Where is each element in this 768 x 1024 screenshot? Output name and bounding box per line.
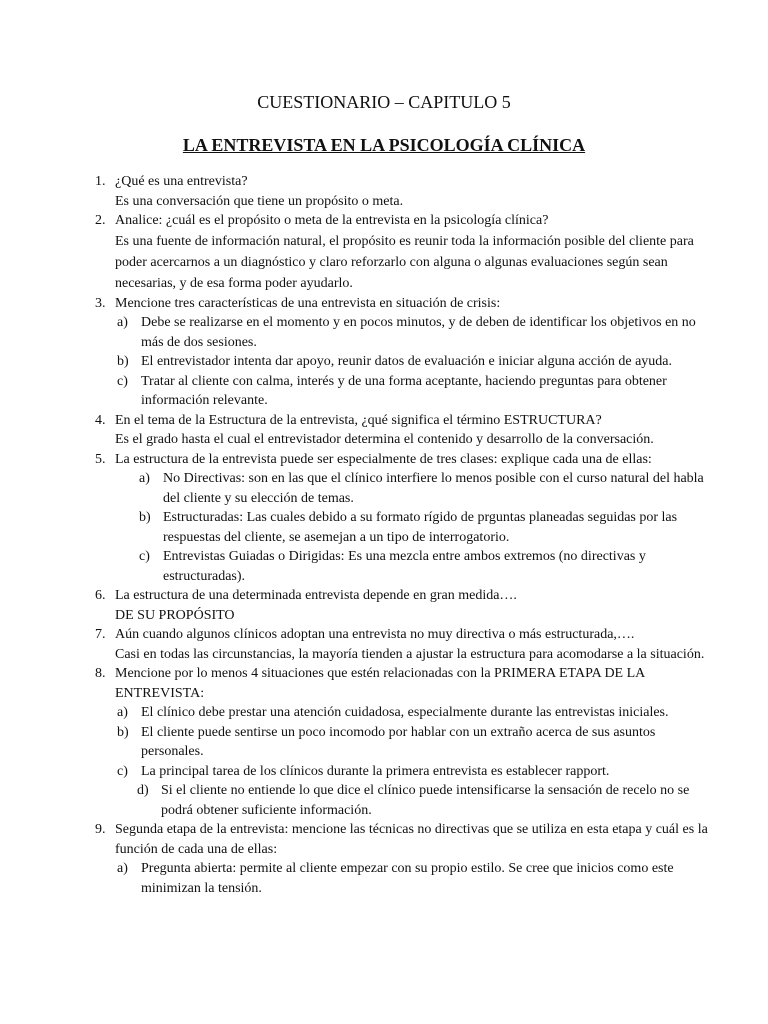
list-item (117, 372, 720, 411)
question-text: En el tema de la Estructura de la entrevista, ¿qué significa el término ESTRUCTURA? (115, 412, 602, 428)
question-1 (95, 172, 720, 211)
item-label: a) (117, 705, 128, 720)
answer-text: DE SU PROPÓSITO (115, 607, 235, 623)
question-number: 1. (95, 174, 106, 189)
list-item (137, 781, 720, 820)
list-item (117, 859, 720, 898)
answer-text: Casi en todas las circunstancias, la mayoría tienden a ajustar la estructura para acomodarse a la situación. (115, 646, 705, 662)
answer-text: Es una fuente de información natural, el propósito es reunir toda la información posible del cliente para poder acercarnos a un diagnóstico y claro reforzarlo con alguna o algunas evaluaciones según sean necesarias, y de esa forma poder ayudarlo. (115, 233, 694, 291)
question-number: 5. (95, 451, 106, 467)
item-label: b) (139, 510, 151, 525)
question-text: Segunda etapa de la entrevista: mencione las técnicas no directivas que se utiliza en esta etapa y cuál es la función de cada una de ellas: (115, 822, 708, 857)
question-2 (95, 211, 720, 294)
question-number: 3. (95, 295, 106, 311)
question-4 (95, 411, 720, 450)
item-text: El cliente puede sentirse un poco incomodo por hablar con un extraño acerca de sus asuntos personales. (141, 724, 656, 759)
answer-text: Es el grado hasta el cual el entrevistador determina el contenido y desarrollo de la conversación. (115, 432, 654, 447)
question-number: 9. (95, 822, 106, 837)
question-number: 2. (95, 213, 106, 228)
item-label: b) (117, 724, 129, 740)
item-text: No Directivas: son en las que el clínico interfiere lo menos posible con el curso natural del habla del cliente y su elección de temas. (163, 471, 704, 506)
item-text: Tratar al cliente con calma, interés y de una forma aceptante, haciendo preguntas para obtener información relevante. (141, 373, 667, 408)
question-5 (95, 450, 720, 470)
list-item (117, 703, 720, 723)
item-text: Estructuradas: Las cuales debido a su formato rígido de prguntas planeadas seguidas por las respuestas del cliente, se asemejan a un tipo de interrogatorio. (163, 510, 678, 545)
item-label: c) (117, 763, 128, 779)
item-label: b) (117, 354, 129, 369)
question-text: Mencione tres características de una entrevista en situación de crisis: (115, 295, 501, 311)
question-number: 6. (95, 588, 106, 603)
question-text: La estructura de la entrevista puede ser especialmente de tres clases: explique cada una de ellas: (115, 451, 652, 467)
list-item (117, 352, 720, 372)
item-text: Si el cliente no entiende lo que dice el clínico puede intensificarse la sensación de recelo no se podrá obtener suficiente información. (161, 783, 690, 818)
list-item (117, 762, 720, 782)
question-number: 4. (95, 412, 106, 428)
question-7 (95, 625, 720, 664)
question-6 (95, 586, 720, 625)
item-label: a) (117, 861, 128, 876)
item-text: La principal tarea de los clínicos durante la primera entrevista es establecer rapport. (141, 763, 610, 779)
document-title: CUESTIONARIO – CAPITULO 5 (257, 92, 511, 112)
item-label: c) (117, 373, 128, 389)
question-text: ¿Qué es una entrevista? (115, 174, 248, 189)
list-item (139, 469, 720, 508)
questionnaire (95, 172, 720, 898)
question-number: 8. (95, 666, 106, 681)
list-item (139, 547, 720, 586)
list-item (117, 723, 720, 762)
item-label: a) (117, 315, 128, 330)
answer-text: Es una conversación que tiene un propósito o meta. (115, 193, 404, 209)
question-text: Aún cuando algunos clínicos adoptan una entrevista no muy directiva o más estructurada,…. (115, 627, 635, 642)
question-8 (95, 664, 720, 703)
question-text: La estructura de una determinada entrevista depende en gran medida…. (115, 588, 517, 603)
item-text: Debe se realizarse en el momento y en pocos minutos, y de deben de identificar los objetivos en no más de dos sesiones. (141, 315, 696, 350)
item-text: Entrevistas Guiadas o Dirigidas: Es una mezcla entre ambos extremos (no directivas y estructuradas). (163, 549, 646, 584)
question-text: Mencione por lo menos 4 situaciones que estén relacionadas con la PRIMERA ETAPA DE LA ENTREVISTA: (115, 666, 645, 701)
item-label: a) (139, 471, 150, 486)
question-number: 7. (95, 627, 106, 642)
item-text: El clínico debe prestar una atención cuidadosa, especialmente durante las entrevistas iniciales. (141, 705, 669, 720)
item-text: El entrevistador intenta dar apoyo, reunir datos de evaluación e iniciar alguna acción de ayuda. (141, 354, 673, 369)
item-label: c) (139, 549, 150, 564)
item-text: Pregunta abierta: permite al cliente empezar con su propio estilo. Se cree que inicios como este minimizan la tensión. (141, 861, 674, 896)
document-subtitle: LA ENTREVISTA EN LA PSICOLOGÍA CLÍNICA (182, 135, 586, 155)
list-item (139, 508, 720, 547)
list-item (117, 313, 720, 352)
question-9 (95, 820, 720, 859)
item-label: d) (137, 783, 149, 798)
question-3 (95, 294, 720, 314)
question-text: Analice: ¿cuál es el propósito o meta de la entrevista en la psicología clínica? (115, 213, 549, 228)
